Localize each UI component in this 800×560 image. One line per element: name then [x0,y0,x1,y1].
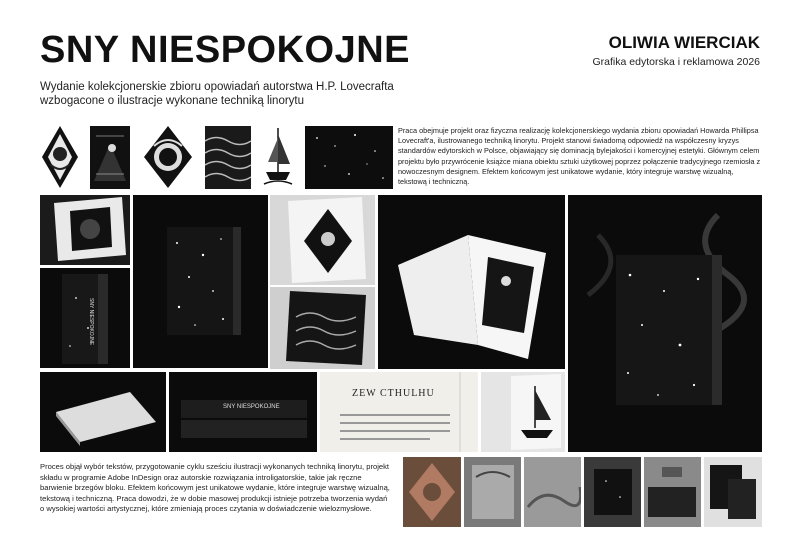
process-photo-printing [584,457,641,527]
photo-ship-illustration-page [481,372,565,452]
linocut-illustration-3 [142,124,194,190]
linocut-illustration-5 [262,124,294,190]
project-description-bottom: Proces objął wybór tekstów, przygotowanie cyklu sześciu ilustracji wykonanych techniką linorytu, projekt składu w programie Adobe InDesign oraz autorskie rozwiązania introligatorskie, takie jak ręczne barwienie brzegów bloku. Efektem końcowym jest unikatowe wydanie, które integruje warstwę wizualną, tekstową i techniczną. Praca dowodzi, że w dobie masowej produkcji istnieje potrzeba tworzenia wydań o wysokiej wartości artystycznej, które zmieniają proces czytania w doświadczenie wielozmysłowe. [40,462,390,514]
photo-open-book [378,195,565,369]
linocut-illustration-2 [90,126,130,189]
photo-page-illustration-b [270,287,375,369]
page-heading-zew-cthulhu: ZEW CTHULHU [352,388,435,399]
page-subtitle: Wydanie kolekcjonerskie zbioru opowiadań autorstwa H.P. Lovecrafta wzbogacone o ilustracje wykonane techniką linorytu [40,81,394,107]
linocut-illustration-4 [205,126,251,189]
photo-page-illustration-a [270,195,375,285]
process-photo-carving [464,457,521,527]
course-name: Grafika edytorska i reklamowa 2026 [592,56,760,68]
photo-book-spine [40,268,130,368]
photo-book-with-smoke [568,195,762,452]
page-title: SNY NIESPOKOJNE [40,29,411,71]
process-photo-ink-roller [644,457,701,527]
project-description-top: Praca obejmuje projekt oraz fizyczna realizację kolekcjonerskiego wydania zbioru opowiadań Howarda Phillipsa Lovecraft'a, ilustrowanego techniką linorytu. Projekt stanowi świadomą odpowiedź na współczesny kryzys standardów edytorskich w Polsce, objawiający się dominacją bylejakości i komercyjnej estetyki. Głównym celem projektu było przywrócenie książce miana obiektu sztuki użytkowej poprzez połączenie tradycyjnego rzemiosła z nowoczesnym designem. Efektem końcowym jest unikatowe wydanie, który integruje warstwę wizualną, tekstową i techniczną. [398,126,761,187]
photo-book-pages-edge [40,372,166,452]
process-photo-linoleum-block [403,457,461,527]
photo-book-starry-cover [133,195,268,368]
photo-books-stacked [169,372,317,452]
spine-title: SNY NIESPOKOJNE [88,298,94,346]
author-name: OLIWIA WIERCIAK [608,33,760,52]
linocut-illustration-1 [40,124,80,190]
process-photo-block-detail [524,457,581,527]
photo-opening-page [320,372,478,452]
photo-book-cover-hand [40,195,130,265]
starry-cover-photo-small [305,126,393,189]
stacked-spine-title: SNY NIESPOKOJNE [223,404,280,410]
process-photo-prints [704,457,762,527]
